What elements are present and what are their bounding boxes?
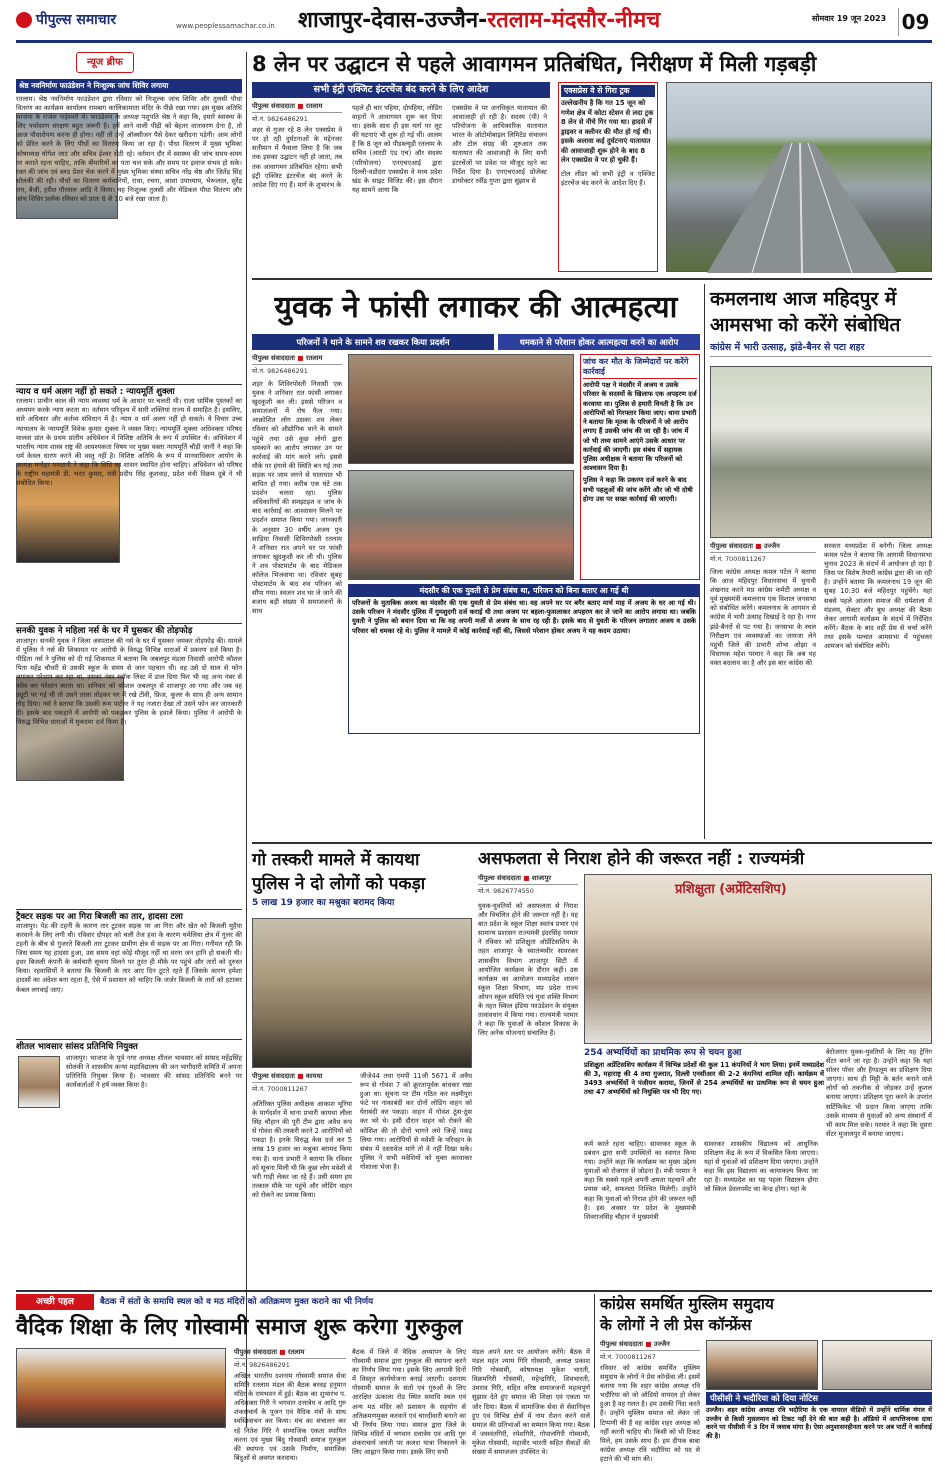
column-divider-bottom	[594, 1294, 595, 1428]
brief-1-title[interactable]: श्रेष्ठ नवनिर्माण फाउंडेशन ने निःशुल्क जांच शिविर लगाया	[16, 79, 242, 93]
suicide-headline[interactable]: युवक ने फांसी लगाकर की आत्महत्या	[274, 290, 678, 325]
cow-smuggling-story	[252, 848, 472, 1288]
kamalnath-story	[710, 286, 932, 838]
minister-byline-block: पीपुल्स संवाददाता ■ शाजापुर मो.नं. 9826774550	[478, 874, 578, 898]
minister-col3: बेरोजगार युवक-युवतियों के लिए यह ट्रेनिंग सेंटर बनने जा रहा है। उन्होंने कहा कि यहां सोलर पॉवर और हैण्डलूम का प्रशिक्षण दिया जाएगा। साथ ही मिट्टी के बर्तन बनाने वाले लोगों को तकनीक से जोड़कर उन्हें कुशल बनाया जाएगा। प्रशिक्षण पूरा करने के उपरांत सर्टिफिकेट भी प्रदान किया जाएगा ताकि उसके माध्यम से युवाओं को अन्य संस्थानों में भी काम मिल सके। परमार ने कहा कि दूसरा सेंटर मुजालपुर में बनाया जाएगा।	[826, 1048, 932, 1138]
edition-title-black: शाजापुर-देवास-उज्जैन-	[298, 8, 488, 33]
congress-phone: मो.नं. 7000811267	[600, 1352, 656, 1361]
cow-headline-2[interactable]: पुलिस ने दो लोगों को पकड़ा	[252, 874, 426, 894]
cow-subhead: 5 लाख 19 हजार का मश्रुका बरामद किया	[252, 898, 395, 908]
gurukul-byline: पीपुल्स संवाददाता	[234, 1348, 278, 1356]
caption-body: परिजनों के मुताबिक अजय का मंदसौर की एक युवती से प्रेम संबंध था। वह अपने घर पर बगैर बताए मार्च माह में अजय के घर आ गई थी। उसके परिजन ने मंदसौर पुलिस में गुमशुदगी दर्ज कराई थी तथा अजय पर बहला-फुसलाकर अपहरण कर ले जाने का आरोप लगाया था। जबकि युवती ने पुलिस को बयान दिया था कि वह अपनी मर्जी से अजय के साथ रह रही है। इसके बाद से युवती के परिजन लगातार अजय व उसके परिवार को धमका रहे थे। पुलिस ने मामले में कोई कार्रवाई नहीं की, जिससे परेशान होकर अजय ने यह कदम उठाया।	[352, 599, 696, 635]
congress-headline-1[interactable]: कांग्रेस समर्थित मुस्लिम समुदाय	[600, 1295, 774, 1313]
page-number: 09	[898, 8, 932, 36]
congress-byline: पीपुल्स संवाददाता	[600, 1340, 644, 1348]
congress-headline-2[interactable]: के लोगों ने ली प्रेस कॉन्फ्रेंस	[600, 1316, 752, 1334]
kamalnath-phone: मो.नं. 7000811267	[710, 554, 766, 563]
top-story-col3: एक्सप्रेस वे पर अनधिकृत यातायात की आवाजाही हो रही है। सदस्य (पी) ने परियोजना के आधिकारिक यातायात भारत के ऑटोमोबाइल लिमिटेड संचालन और टोल संग्रह की शुरुआत तक यातायात की आवाजाही के लिए सभी इंटरचेंजों पर प्रवेश पर मौजूद रहने का निर्देश दिया है। एनएचएआई प्रोजेक्ट डायरेक्टर रवींद्र गुप्ता द्वारा सुझाव से	[452, 104, 547, 185]
kamalnath-byline-block: पीपुल्स संवाददाता ■ उज्जैन मो.नं. 7000811267	[710, 542, 816, 566]
minister-col1: युवक-युवतियों को असफलता से निराश और विचलित होने की जरूरत नहीं है। यह बात प्रदेश के स्कूल शिक्षा स्वतंत्र प्रभार एवं सामान्य प्रशासन राज्यमंत्री इंदरसिंह परमार ने रविवार को प्रशिक्षुता ऑप्रेंटिसशिप के तहत शाजापुर के स्वातंत्र्यवीर सावरकर शासकीय विभाग शाजापुर सिटी में आयोजित कार्यक्रम के दौरान कही। उस कार्यक्रम का आयोजन मध्यप्रदेश शासन स्कूल शिक्षा विभाग, मप्र प्रदेश राज्य ओपन स्कूल समिति एवं युवा शक्ति विभाग के तहत स्किल इंडिया फाउंडेशन के संयुक्त तत्वावधान में किया गया। राज्यमंत्री परमार ने कहा कि युवाओं के कौशल विकास के लिए अनेक योजनाएं संचालित हैं।	[478, 902, 578, 1038]
brief-4-body: शाजापुर। पेड़ की टहनी के कारण तार टूटकर सड़क पर आ गिरा और खेत को बिजली मुहैया करवाने के लिए लगी थी। रविवार दोपहर को चली तेज हवा के कारण चमेलिया क्षेत्र में गुलर की टहनी के बीच से गुजरते बिजली तार टूटकर ग्रामीण क्षेत्र से सड़क पर आ गिरा। गनीमत रही कि जिस समय यह हादसा हुआ, उस समय वहां कोई मौजूद नहीं था वरना जन हानि हो सकती थी। इधर बिजली कंपनी के कर्मचारी सूचना मिलने पर तुरंत ही मौके पर पहुंचे और तारों को दुरुस्त किया। रहवासियों ने बताया कि बिजली के तार आए दिन टूटते रहते हैं जिसके कारण हमेशा हादसों का अंदेशा बना रहता है, ऐसे में प्रशासन को चाहिए कि जर्जर बिजली के तारों को हटाकर केबल लगवाई जाए।	[16, 921, 242, 994]
masthead	[0, 0, 945, 44]
kamalnath-place: उज्जैन	[763, 542, 780, 550]
rule-below-top	[252, 278, 932, 280]
gurukul-byline-block: पीपुल्स संवाददाता ■ रतलाम मो.नं. 9826486291	[234, 1348, 346, 1370]
top-story-sidebar	[558, 82, 658, 272]
minister-story	[478, 848, 932, 1288]
top-story-col1: पीपुल्स संवाददाता ■ रतलाम मो.नं. 9826486291 शहर से गुजर रहे 8 लेन एक्सप्रेस वे पर हो रही दुर्घटनाओं के मद्देनजर सतीमान में फैसला लिया है कि जब तक इसका उद्घाटन नहीं हो जाता, तब तक आवागमन प्रतिबंधित रहेगा। सभी इंट्री एक्जिट इंटरचेंज बंद करने के आदेश दिए गए हैं। मार्ग के शुभारंभ के	[252, 102, 342, 189]
gurukul-col3: मंडल अपने स्तर पर आयोजन करेंगे। बैठक में मंडल महंत श्याम गिरि गोस्वामी, अध्यक्ष प्रकाश गिरि गोस्वामी, कोषाध्यक्ष मुकेश भारती, विक्रमगिरी गोस्वामी, महेन्द्रगिरि, शिवभारती, उमराव गिरि, सहित वरिष्ठ समाजजनों महत्वपूर्ण सुझाव देते हुए समाज की शिक्षा एवं एकता पर जोर दिया। बैठक में सामाजिक सेवा से सेवानिवृत्त हुए एवं विभिन्न क्षेत्रों में नाम रोशन करने वाले समाज की प्रतिभाओं का सम्मान किया गया। बैठक में जसवंतगिरी, रमेशगिरी, गोपालगिरी गोस्वामी, मुकेश गोस्वामी, महावीर भारती सहित सैकड़ों की संख्या में समाजजन उपस्थित थे।	[472, 1348, 590, 1457]
edition-title	[298, 6, 778, 36]
suicide-strip	[252, 334, 700, 350]
selection-caption	[584, 1048, 824, 1136]
brief-5-title[interactable]: शीतल भावसार सांसद प्रतिनिधि नियुक्त	[16, 1039, 242, 1052]
column-divider-left	[246, 52, 247, 1427]
masthead-rule	[16, 40, 932, 43]
pcc-notice-title[interactable]: पीसीसी ने भदौरिया को दिया नोटिस	[706, 1392, 932, 1405]
suicide-story	[252, 284, 700, 839]
news-brief-label: न्यूज ब्रीफ	[76, 52, 134, 73]
gurukul-meeting-photo	[16, 1348, 226, 1428]
minister-lower-col2: सावरकर शासकीय विद्यालय को आधुनिक प्रशिक्षण केंद्र के रूप में विकसित किया जाएगा। यहां से युवाओं को प्रशिक्षण दिया जाएगा। उन्होंने कहा कि इस विद्यालय का कायाकल्प किया जा रहा है। मध्यप्रदेश का यह पहला विद्यालय होगा जो स्किल डेवलपमेंट का केन्द्र होगा। यहां के	[704, 1140, 818, 1194]
gurukul-kicker: बैठक में संतों के समाधि स्थल को व मठ मंदिरों को अतिक्रमण मुक्त कराने का भी निर्णय	[100, 1297, 374, 1307]
gurukul-col2: बैठक में जिले में वैदिक अध्यापन के लिए गोस्वामी समाज द्वारा गुरुकुल की स्थापना करने का निर्णय लिया गया। इसके लिए आगामी दिनों में विस्तृत कार्ययोजना बनाई जाएगी। दशनाम गोस्वामी समाज के संतो एवं गुरुओं के लिए आरक्षित ऊंकाला रोड स्थित समाधि स्थल एवं अन्य मठ मंदिर को प्रशासन के सहयोग से अतिक्रमणमुक्त करवाने एवं चारदीवारी बनाने का भी निर्णय लिया गया। समाज द्वारा जिले के विभिन्न मंदिरों में भगवान दत्तात्रेय एवं आदि गुरु शंकराचार्य जयंती पर कलश यात्रा निकालने के लिए आह्वान किया गया। इसके लिए सभी	[352, 1348, 466, 1457]
gurukul-place: रतलाम	[287, 1348, 305, 1356]
brief-3-body: शाजापुर। सनकी युवक ने जिला अस्पताल की नर्स के घर में घुसकर जमकर तोड़फोड़ की। मामले में पुलिस ने नर्स की शिकायत पर आरोपी के विरुद्ध विभिन्न धाराओं में प्रकरण दर्ज किया है। पीड़िता नर्स ने पुलिस को दी गई शिकायत में बताया कि जबलपुर मंडला निवासी आरोपी कौशल पिता महेंद्र चौधरी से उसकी स्कूल के समय से जान पहचान थी। वह उसे दो साल से फोन लगाकर परेशान कर रहा था, उसका नंबर ब्लॉक लिस्ट में डाल दिया फिर भी वह अन्य नंबर से कॉल कर परेशान करता था। शनिवार को कौशल जबलपुर से शाजापुर आ गया और जब वह ड्यूटी पर गई थी तो उसने ताला तोड़कर घर में रखे टीवी, फ्रिज, कूलर के साथ ही अन्य सामान तोड़ दिया। नर्स ने बताया कि उसकी रूम पार्टनर ने यह नजारा देखा तो उसने फोन कर जानकारी दी। इसके बाद पकड़ाने में आरोपी को पकड़कर पुलिस के हवाले किया। पुलिस ने आरोपी के विरुद्ध विभिन्न धाराओं में मुकदमा दर्ज किया है।	[16, 636, 242, 727]
police-team-photo	[252, 918, 472, 1068]
selection-caption-body: प्रशिक्षुता अप्रेंटिसशिप कार्यक्रम में विभिन्न प्रदेशों की कुल 11 कंपनियों ने भाग लिया। इनमें मध्यप्रदेश की 3, महाराष्ट्र की 4 तथा गुजरात, दिल्ली एनसीआर की 2-2 कंपनियां शामिल रहीं। कार्यक्रम में 3493 अभ्यर्थियों ने पंजीयन कराया, जिनमें से 254 अभ्यर्थियों का प्राथमिक रूप से चयन हुआ तथा 47 अभ्यर्थियों को नियुक्ति पत्र भी दिए गए।	[584, 1060, 824, 1097]
sidebar-title[interactable]: एक्सप्रेस वे से गिरा ट्रक	[561, 85, 655, 97]
suicide-inquiry-box	[580, 354, 700, 580]
issue-date: सोमवार 19 जून 2023	[812, 14, 887, 23]
pcc-notice-body: उज्जैन। शहर कांग्रेस अध्यक्ष रवि भदौरिया के एक वायरल वीडियो में उन्होंने धार्मिक मंगल में उज्जैन से किसी मुसलमान को टिकट नहीं देने की बात कही है। ऑडियो में आपत्तिजनक दावा करने पर पीसीसी ने 3 दिन में जवाब मांगा है। ऐसा अनुशासनहीनता करने पर अब पार्टी ने कार्रवाई की है।	[706, 1406, 932, 1441]
kamalnath-rally-photo	[710, 366, 932, 538]
inquiry-body: आरोपी पक्ष ने मंदसौर में अजय व उसके परिवार के सदस्यों के खिलाफ एक अपहरण दर्ज करवाया था। पुलिस से हमारी विनती है कि उन आरोपियों को गिरफ्तार किया जाए। थाना प्रभारी ने बताया कि मृतक के परिजनों ने जो आरोप लगाए हैं उसकी जांच की जा रही है। जांच में जो भी तथ्य सामने आएंगे उसके आधार पर कार्रवाई की जाएगी। इस संबंध में सहायक पुलिस अधीक्षक ने बताया कि परिजनों को आश्वासन दिया है।	[583, 381, 697, 473]
suicide-strip-left: परिजनों ने थाने के सामने शव रखकर किया प्रदर्शन	[252, 334, 494, 350]
rule-lower	[16, 1290, 932, 1292]
pcc-notice-box	[706, 1392, 932, 1441]
suicide-strip-right: धमकाने से परेशान होकर आत्महत्या करने का आरोप	[498, 334, 700, 350]
top-story	[252, 48, 932, 273]
inquiry-title[interactable]: जांच कर मौत के जिम्मेदारों पर करेंगे कार्रवाई	[583, 357, 697, 379]
congress-byline-block: पीपुल्स संवाददाता ■ उज्जैन मो.नं. 7000811267	[600, 1340, 700, 1362]
congress-col1: रविवार को कांग्रेस समर्थित मुस्लिम समुदाय के लोगों ने प्रेस कॉन्फ्रेंस ली। इसमें बताया गया कि शहर कांग्रेस अध्यक्ष रवि भदौरिया को जो ऑडियो वायरल हो लेकर हुआ है वह गलत है। हम उसकी निंदा करते हैं। उन्होंने मुस्लिम समाज को लेकर जो टिप्पणी की है वह कांग्रेस शहर अध्यक्ष को नहीं करनी चाहिए थी। किसी को भी टिकट मिले, हम उसके साथ हैं। हम दीपक बाबा कांग्रेस अध्यक्ष रवि भदौरिया को पद से हटाने की भी मांग की।	[600, 1364, 700, 1463]
suicide-byline: पीपुल्स संवाददाता	[252, 354, 296, 362]
paper-logo[interactable]	[16, 8, 166, 34]
minister-byline: पीपुल्स संवाददाता	[478, 874, 522, 882]
kamalnath-col2: सरकार मध्यप्रदेश में बनेगी। जिला अध्यक्ष कमल पटेल ने बताया कि आगामी विधानसभा चुनाव 2023 के संदर्भ में आयोजन हो रहा है जिस पर विशेष तैयारी कांग्रेस द्वारा की जा रही है। उन्होंने बताया कि कमलनाथ 19 जून की सुबह 10:30 बजे महिदपुर पहुंचेंगे। यहां सबसे पहले आंजना समाज की धर्मशाला में मंडलम, सेक्टर और बूथ अध्यक्ष की बैठक लेकर आगामी कार्यक्रम के संदर्भ में निर्देशित करेंगे। बैठक के बाद वहीं प्रेस से चर्चा करेंगे तथा इसके पश्चात आमसभा में पहुंचकर आमजन को संबोधित करेंगे।	[824, 542, 932, 651]
gurukul-headline[interactable]: वैदिक शिक्षा के लिए गोस्वामी समाज शुरू करेगा गुरुकुल	[16, 1315, 463, 1340]
suicide-phone: मो.नं. 9826486291	[252, 366, 308, 375]
top-story-col1-text: शहर से गुजर रहे 8 लेन एक्सप्रेस वे पर हो रही दुर्घटनाओं के मद्देनजर सतीमान में फैसला लिया है कि जब तक इसका उद्घाटन नहीं हो जाता, तब तक आवागमन प्रतिबंधित रहेगा। सभी इंट्री एक्जिट इंटरचेंज बंद करने के आदेश दिए गए हैं। मार्ग के शुभारंभ के	[252, 126, 342, 189]
brief-2-body: रतलाम। प्राचीन काल की न्याय व्यवस्था धर्म के आधार पर चलती थी। राजा धार्मिक पुस्तकों का अध्ययन करके न्याय करता था। वर्तमान परिदृश्य में सारी शक्तियां राज्य में समाहित है। इसलिए, सारे अधिकार और कर्तव्य संविधान में है। न्याय व धर्म अलग नहीं हो सकते। ये विचार उच्च न्यायालय के न्यायमूर्ति विवेक कुमार शुक्ला ने व्यक्त किए। न्यायमूर्ति शुक्ला अधिवक्ता परिषद मालवा प्रांत के प्रथम प्रांतीय अधिवेशन में विशिष्ट अतिथि के रूप में उपस्थित थे। अधिवेशन में भारतीय न्याय शास्त्र राष्ट्र की आवश्यकता विषय पर मुख्य वक्ता न्यायमूर्ति चौड़ी जानी ने कहा कि धर्म केवल धारण करने की वस्तु नहीं है। विशिष्ट अतिथि के रूप में मानवाधिकार आयोग के अध्यक्ष मनोहर ममतानी ने कहा कि विधि का शासन स्थापित होना चाहिए। अधिवेशन को परिषद के राष्ट्रीय महामंत्री डी. भरत कुमार, मंत्री प्रदीप सिंह कुशवाह, प्रदेश मंत्री विक्रम दुबे ने भी संबोधित किया।	[16, 397, 242, 488]
suicide-col1: पीपुल्स संवाददाता ■ रतलाम मो.नं. 9826486291	[252, 354, 342, 724]
brief-2-title[interactable]: न्याय व धर्म अलग नहीं हो सकते : न्यायमूर्ति शुक्ला	[16, 384, 242, 397]
sidebar-body: उल्लेखनीय है कि गत 15 जून को गणेश क्षेत्र में कोटा स्टेशन से लदा ट्रक 8 लेन से नीचे गिर गया था। हादसे में ड्राइवर व क्लीनर की मौत हो गई थी। इसके अलावा कई दुर्घटनाएं यातायात की आवाजाही शुरू होने के बाद 8 लेन एक्सप्रेस वे पर हो चुकी हैं।	[561, 99, 654, 165]
paper-logo-mark	[16, 12, 32, 28]
minister-col2: कर्म करते रहना चाहिए। सावरकर स्कूल के प्रबंधन द्वारा सभी उपस्थितों का स्वागत किया गया। उन्होंने कहा कि कार्यक्रम का मुख्य उद्देश्य युवाओं को रोजगार से जोड़ना है। मंत्री परमार ने कहा कि सबसे पहले अपनी क्षमता पहचानें और प्रयास करें, सफलता निश्चित मिलेगी। उन्होंने कहा कि युवाओं को निराश होने की जरूरत नहीं है। इस अवसर पर प्रदेश के मुख्यमंत्री शिवराजसिंह चौहान ने मुख्यमंत्री	[584, 1140, 696, 1221]
inquiry-body-2: पुलिस ने कहा कि प्रकरण दर्ज करने के बाद सभी पहलुओं की जांच करेंगे और जो भी दोषी होगा उस पर सख्त कार्रवाई की जाएगी।	[583, 476, 693, 503]
top-story-col2: पहले ही चार पहिया, दोपहिया, लोडिंग वाहनों ने आवागमन शुरू कर दिया था। इसके साथ ही इस मार्ग पर लूट की घटनाएं भी शुरू हो गई थीं। आलम है कि 8 जून को पीडब्ल्यूडी रतलाम के सचिव (आरटी एंड एच) और सदस्य (परियोजना) एनएचएआई द्वारा दिल्ली-वडोदरा एक्सप्रेस वे मध्य प्रदेश खंड के साइट विजिट की। इस दौरान यह सामने आया कि	[352, 104, 442, 194]
brief-1-body: रतलाम। श्रेष्ठ नवनिर्माण फाउंडेशन द्वारा रविवार को निःशुल्क जांच शिविर और तुलसी पौधा वितरण का कार्यक्रम कार्यालय रामबाग कालिकामाता मंदिर के पीछे रखा गया। इस मुख्य अतिथि भाजपा के राजेश नाईस्वरी थे। फाउंडेशन के अध्यक्ष पशुपति श्रेष्ठ ने कहा कि, हमारे स्वास्थ्य के लिए पर्यावरण संरक्षण बहुत जरूरी है। हमें आने वाली पीढ़ी को बेहतर वातावरण देना है, तो आज पौधारोपण करना ही होगा। नहीं तो उन्हें ऑक्सीजन पैसे देकर खरीदना पड़ेगी। आम लोगों को प्रेरित करने के लिए पौधों का वितरण किया जा रहा है। पौधा वितरण में मुख्य भूमिका कोषाध्यक्ष योगेश जाट और सचिव ईश्वर सेठी रहे। वर्तमान दौर में स्वास्थ्य की जांच समय-समय पर कराते रहना चाहिए, ताकि बीमारियों का पता चल सके और समय पर इलाज संभव हो सके। रक्त की जांच एवं ब्लड प्रेशर चेक करने में मुख्य भूमिका संस्था सचिव नरेंद्र श्रेष्ठ और जितेंद्र सिंह सोलंकी की रही। पौधों का वितरण कर्मचारियों, राधा, रचना, आशा उपाध्याय, भेरूलाल, सुरेंद्र राय, बैजी, हरीश पौरवाल आदि ने किया। यह निःशुल्क तुलसी और मेडिकल पौधा वितरण और जांच शिविर प्रत्येक रविवार को प्रातः 8 से 10 बजे रखा जाता है।	[16, 94, 242, 203]
top-story-subhead: सभी इंट्री एक्जिट इंटरचेंज बंद करने के लिए आदेश	[252, 82, 550, 98]
brief-3-title[interactable]: सनकी युवक ने महिला नर्स के घर में घुसकर की तोड़फोड़	[16, 623, 242, 636]
cow-phone: मो.नं. 7000811267	[252, 1084, 308, 1093]
gurukul-phone: मो.नं. 9826486291	[234, 1360, 290, 1369]
cow-byline-block: पीपुल्स संवाददाता ■ कायथा मो.नं. 7000811267	[252, 1072, 352, 1096]
website-url[interactable]: www.peoplessamachar.co.in	[176, 22, 275, 30]
column-divider-mid	[704, 284, 705, 839]
congress-portrait-1	[706, 1340, 818, 1390]
apprenticeship-banner: प्रशिक्षुता (अप्रेंटिसशिप)	[675, 882, 787, 897]
gurukul-story	[16, 1294, 590, 1462]
caption-strip[interactable]: मंदसौर की एक युवती से प्रेम संबंध था, परिजन को बिना बताए आ गई थी	[349, 585, 699, 597]
cow-place: कायथा	[305, 1072, 323, 1080]
sidebar-body-2: टोल लीडर को सभी इंट्री व एक्जिट इंटरचेंज बंद करने के आदेश दिए हैं।	[561, 169, 655, 187]
cow-col1: अतिरिक्त पुलिस अधीक्षक आकाश भूरिया के मार्गदर्शन में थाना प्रभारी कायथा लीला सिंह चौहान की पूरी टीम द्वारा अवैध रूप से गोवंश की तस्करी करने 2 आरोपियों को पकड़ा है। इनके विरुद्ध केस दर्ज कर 5 लाख 19 हजार का मश्रुका बरामद किया गया है। थाना प्रभारी ने बताया कि रविवार को सूचना मिली थी कि कुछ लोग मवेशी से भरी गाड़ी लेकर जा रहे हैं। उसी समय हम तत्काल मौके पर पहुंचे और लोडिंग वाहन को रोकने का प्रयास किया।	[252, 1100, 352, 1199]
gurukul-label: अच्छी पहल	[16, 1294, 94, 1310]
gurukul-col1: अखिल भारतीय दशनाम गोस्वामी समाज सेवा समिति रतलाम मंडल की बैठक बरवड़ हनुमान मंदिर के रामभवन में हुई। बैठक का शुभारंभ प. अधिवक्ता गिरी ने भगवान दत्तात्रेय व आदि गुरु शंकराचार्य के पूजन एवं वैदिक मंत्रों के साथ स्वस्तिवाचन कर किया। मंच का संचालन कर रहे नितेश गिरि ने सामाजिक एकता स्थापित करना एवं मुख्य बिंदु गोस्वामी समाज गुरुकुल की स्थापना एवं उसके निर्माण, समाजिक बिंदुओं से अवगत करवाया।	[234, 1372, 346, 1462]
protest-photo-1	[348, 354, 574, 464]
congress-muslim-story	[600, 1294, 932, 1463]
minister-headline[interactable]: असफलता से निराश होने की जरूरत नहीं : राज्यमंत्री	[478, 849, 805, 869]
protest-photo-2	[348, 470, 574, 580]
minister-phone: मो.नं. 9826774550	[478, 886, 534, 895]
top-story-place: रतलाम	[305, 102, 323, 110]
suicide-place: रतलाम	[305, 354, 323, 362]
expressway-illustration	[667, 83, 933, 273]
kamalnath-headline-1[interactable]: कमलनाथ आज महिदपुर में	[710, 288, 897, 310]
minister-place: शाजापुर	[531, 874, 552, 882]
kamalnath-byline: पीपुल्स संवाददाता	[710, 542, 754, 550]
suicide-caption-box	[348, 584, 700, 734]
minister-event-photo	[584, 874, 932, 1044]
top-story-byline: पीपुल्स संवाददाता	[252, 102, 296, 110]
sheetal-bhavsar-photo	[18, 1056, 60, 1108]
cow-col2: जीजे44 तथा एमपी 11जी 5671 में अवैध रूप से गोवंश 7 को क्रूरतापूर्वक बांधकर रखा हुआ था। सूचना पर टीम गठित कर लक्ष्मीपुरा फंटे पर नाकाबंदी कर दोनों लोडिंग वाहन को घेराबंदी कर पकड़ा। वाहन में गोवंश ठूंस-ठूंस कर भरे थे। इसी दौरान वाहन को रोकने की कोशिश की तो दोनों भागने लगे जिन्हें पकड़ लिया गया। आरोपियों से मवेशी के परिवहन के संबंध में दस्तावेज मांगे तो वे नहीं दिखा सके। पुलिस ने सभी मवेशियों को मुक्त करवाकर गोशाला भेजा है।	[360, 1072, 472, 1171]
congress-place: उज्जैन	[653, 1340, 670, 1348]
kamalnath-col1: जिला कांग्रेस अध्यक्ष कमल पटेल ने बताया कि आज महिदपुर विधानसभा में चुनावी शंखनाद करने मप्र कांग्रेस कमेटी अध्यक्ष व पूर्व मुख्यमंत्री कमलनाथ एक विशाल जनसभा को संबोधित करेंगे। कमलनाथ के आगमन से कांग्रेस में भारी उत्साह दिखाई दे रहा है। नगर झंडे-बैनरों से पट गया है। जनसभा के स्थल निरीक्षण एवं व्यवस्थाओं का जायजा लेने पहुंची जिले की प्रभारी शोभा ओझा व विधायक महेश परमार ने कहा कि अब यह वक्त बदलाव का है और इस बार कांग्रेस की	[710, 568, 816, 667]
kamalnath-subhead: कांग्रेस में भारी उत्साह, झंडे-बैनर से पटा शहर	[710, 342, 932, 357]
expressway-photo	[666, 82, 932, 272]
cow-byline: पीपुल्स संवाददाता	[252, 1072, 296, 1080]
brief-4-title[interactable]: ट्रैक्टर सड़क पर आ गिरा बिजली का तार, हादसा टला	[16, 909, 242, 922]
rule-mid-page	[252, 842, 932, 844]
suicide-body: शहर के शिविरपोस्ती निवासी एक युवक ने शनिवार रात फांसी लगाकर खुदकुशी कर ली। इससे परिजन व समाजजनों में रोष फैल गया। आक्रोशित लोग उसका शव लेकर रविवार को औद्योगिक थाने के सामने पहुंचे तथा उसे कुछ लोगों द्वारा धमकाने का आरोप लगाकर उन पर कार्रवाई की मांग करने लगे। इससे मौके पर हंगामे की स्थिति बन गई तथा सड़क पर जाम लगने से यातायात भी बाधित हो गया। करीब एक घंटे तक प्रदर्शन चलता रहा। पुलिस अधिकारियों की समझाइश व जांच के बाद कार्रवाई का आश्वासन मिलने पर प्रदर्शन समाप्त किया गया। जानकारी के अनुसार 30 वर्षीय अजय पुत्र साड़िया निवासी शिविरपोस्ती रतलाम ने शनिवार रात अपने घर पर फांसी लगाकर खुदकुशी कर ली थी। पुलिस ने शव पोस्टमार्टम के बाद मेडिकल कॉलेज भिजवाया था। रविवार सुबह पोस्टमार्टम के बाद शव परिजन को सौंपा गया। स्वजन शव घर ले जाने की बजाय बड़ी संख्या में समाजजनों के साथ	[252, 380, 342, 616]
top-story-phone: मो.नं. 9826486291	[252, 114, 308, 123]
brief-5-body: शाजापुर। भाजपा के पूर्व नगर अध्यक्ष शीतल भावसार को सांसद महेंद्रसिंह सोलंकी ने शासकीय कन्या महाविद्यालय की जन भागीदारी समिति में अपना प्रतिनिधि नियुक्त किया है। भावसार की सांसद प्रतिनिधि बनने पर कार्यकर्ताओं ने हर्ष व्यक्त किया है।	[66, 1054, 242, 1090]
top-story-headline[interactable]: 8 लेन पर उद्घाटन से पहले आवागमन प्रतिबंधित, निरीक्षण में मिली गड़बड़ी	[252, 52, 817, 76]
paper-name: पीपुल्स समाचार	[36, 11, 117, 28]
congress-portrait-2	[822, 1340, 932, 1390]
edition-title-red: रतलाम-मंदसौर-नीमच	[487, 8, 661, 33]
cow-headline-1[interactable]: गो तस्करी मामले में कायथा	[252, 850, 420, 870]
news-brief-column	[16, 52, 242, 1427]
kamalnath-headline-2[interactable]: आमसभा को करेंगे संबोधित	[710, 314, 901, 336]
selection-caption-title[interactable]: 254 अभ्यर्थियों का प्राथमिक रूप से चयन हुआ	[584, 1048, 742, 1058]
